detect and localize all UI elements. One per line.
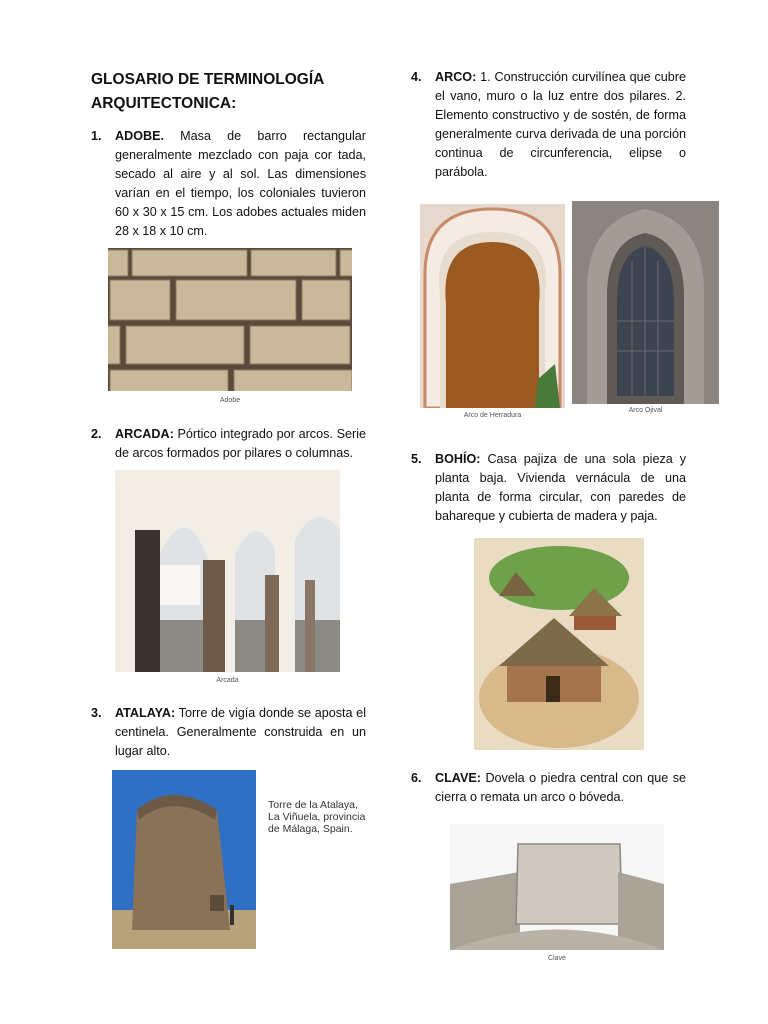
arcada-caption: Arcada [216, 677, 239, 684]
arco-ojival-caption: Arco Ojival [628, 407, 663, 414]
atalaya-image [112, 770, 256, 949]
entry-definition: Masa de barro rectangular generalmente mezclado con paja cor tada, secado al aire y al sol. Las dimensiones varían en el tiempo, los coloniales tuvieron 60 x 30 x 15 cm. Los adobes actuales miden 28 x 18 x 10 cm. [115, 129, 366, 238]
entry-number: 3. [91, 706, 102, 720]
entry-definition: Dovela o piedra central con que se cierra o remata un arco o bóveda. [435, 771, 686, 804]
entry-adobe [91, 127, 366, 241]
entry-number: 6. [411, 771, 422, 785]
entry-arcada [91, 425, 366, 463]
entry-term: CLAVE: [435, 771, 481, 785]
entry-bohio [411, 450, 686, 526]
adobe-image [108, 248, 352, 391]
entry-definition: Pórtico integrado por arcos. Serie de arcos formados por pilares o columnas. [115, 427, 366, 460]
entry-term: BOHÍO: [435, 452, 481, 466]
arco-ojival-image [572, 201, 719, 404]
arcada-image [115, 470, 340, 672]
entry-number: 2. [91, 427, 102, 441]
entry-term: ATALAYA: [115, 706, 176, 720]
adobe-caption: Adobe [219, 397, 241, 404]
bohio-image [474, 538, 644, 750]
arco-herradura-caption: Arco de Herradura [463, 412, 522, 419]
entry-term: ARCO: [435, 70, 477, 84]
title-line-1: GLOSARIO DE TERMINOLOGÍA [91, 71, 325, 88]
page-title [91, 68, 381, 116]
arco-herradura-image [420, 204, 565, 408]
entry-arco [411, 68, 686, 182]
title-line-2: ARQUITECTONICA: [91, 95, 237, 112]
entry-number: 5. [411, 452, 422, 466]
entry-term: ADOBE. [115, 129, 164, 143]
clave-image [450, 824, 664, 950]
atalaya-caption: Torre de la Atalaya, La Viñuela, provincia de Málaga, Spain. [268, 799, 366, 835]
entry-number: 1. [91, 129, 102, 143]
clave-caption: Clave [548, 955, 566, 962]
entry-term: ARCADA: [115, 427, 174, 441]
entry-definition: 1. Construcción curvilínea que cubre el vano, muro o la luz entre dos pilares. 2. Elemento constructivo y de sostén, de forma generalmente curva derivada de una porción continua de circunferencia, elipse o parábola. [435, 70, 686, 179]
entry-clave [411, 769, 686, 807]
entry-definition: Torre de vigía donde se aposta el centinela. Generalmente construida en un lugar alto. [115, 706, 366, 758]
entry-number: 4. [411, 70, 422, 84]
entry-definition: Casa pajiza de una sola pieza y planta baja. Vivienda vernácula de una planta de forma circular, con paredes de bahareque y cubierta de madera y paja. [435, 452, 686, 523]
entry-atalaya [91, 704, 366, 761]
